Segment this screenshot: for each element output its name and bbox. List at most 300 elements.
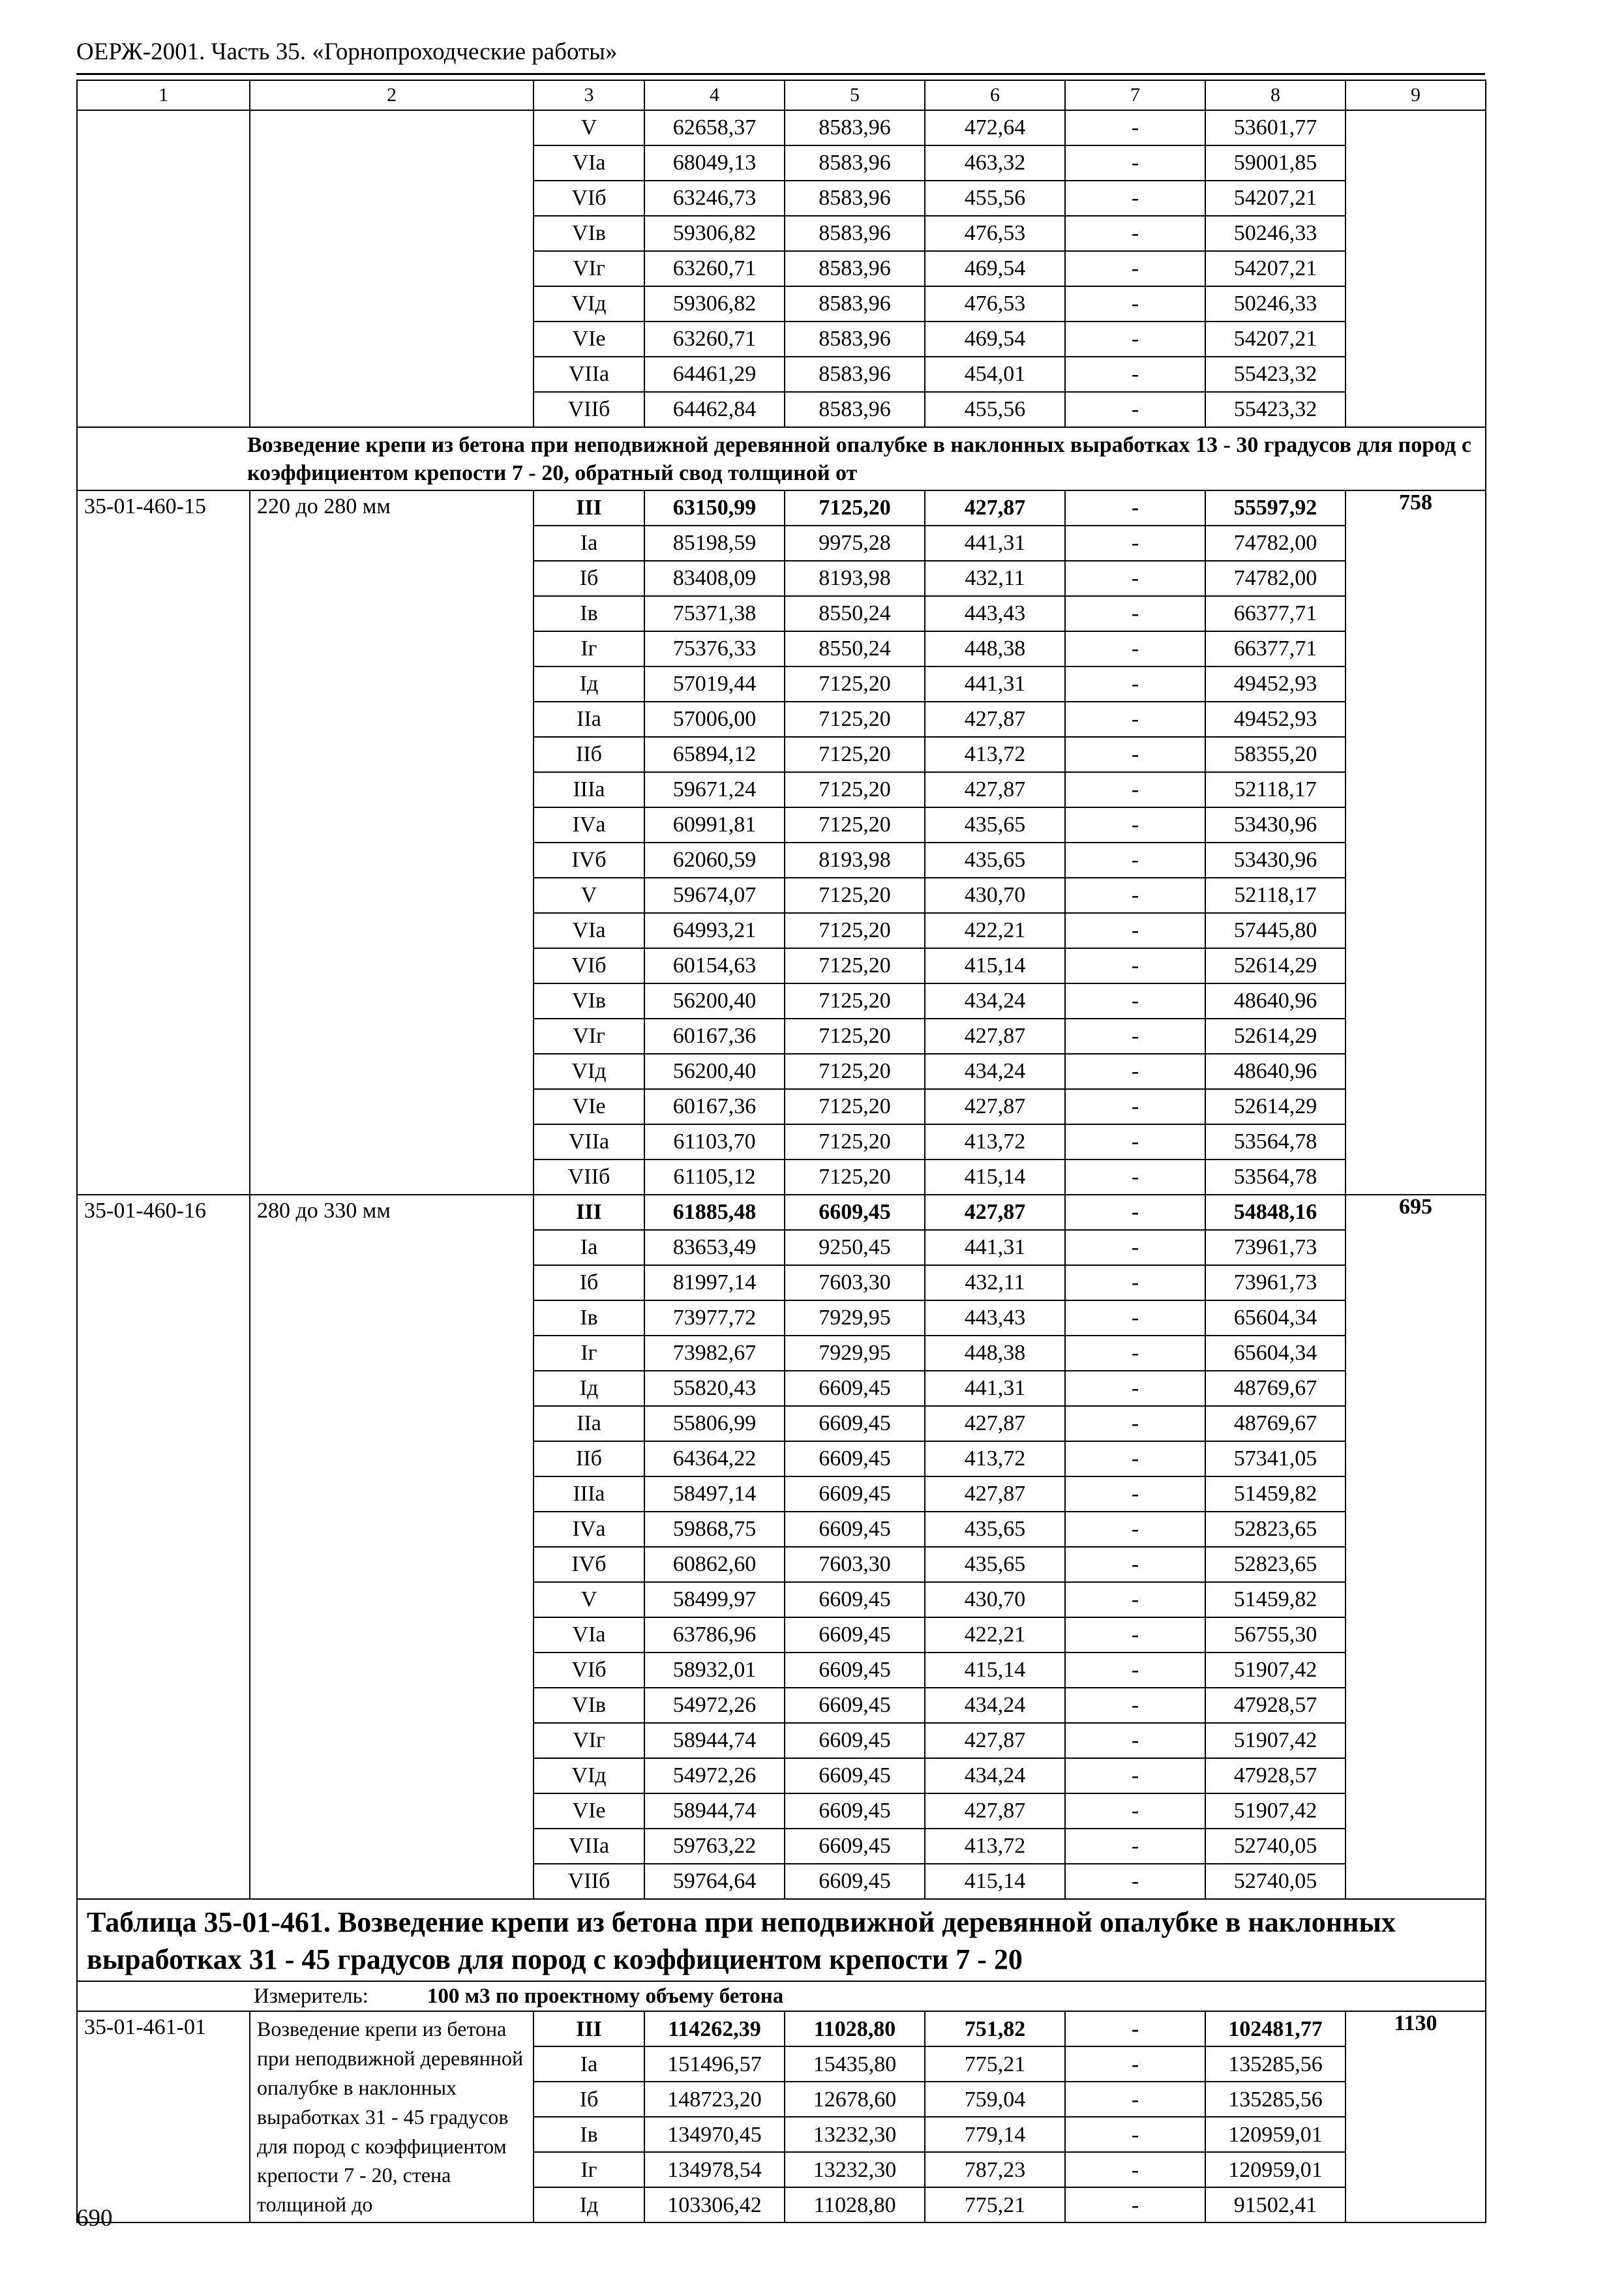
table-cell: 59764,64 [644, 1864, 785, 1899]
table-cell: - [1065, 631, 1205, 666]
table-cell: VIб [534, 181, 644, 216]
table-cell: 434,24 [925, 1688, 1065, 1723]
table-cell: 787,23 [925, 2152, 1065, 2187]
table-cell: IIIа [534, 1476, 644, 1512]
table-cell: 476,53 [925, 216, 1065, 251]
table-cell: VIа [534, 1617, 644, 1653]
table-cell: 7125,20 [785, 807, 925, 843]
table-cell: 54972,26 [644, 1688, 785, 1723]
table-cell: 434,24 [925, 1054, 1065, 1089]
table-cell: 8583,96 [785, 145, 925, 181]
table-cell: - [1065, 2046, 1205, 2082]
table-cell: 413,72 [925, 1441, 1065, 1476]
table-cell: 455,56 [925, 392, 1065, 427]
table-cell: 52614,29 [1205, 1089, 1346, 1124]
table-cell: 434,24 [925, 1758, 1065, 1793]
table-cell: 6609,45 [785, 1441, 925, 1476]
table-cell: - [1065, 216, 1205, 251]
table-cell: 7125,20 [785, 1124, 925, 1159]
table-cell: 6609,45 [785, 1758, 925, 1793]
table-cell: 7125,20 [785, 1054, 925, 1089]
table-cell: 54207,21 [1205, 251, 1346, 286]
column-number: 8 [1205, 80, 1346, 110]
table-cell: - [1065, 702, 1205, 737]
table-cell: 50246,33 [1205, 216, 1346, 251]
table-cell: Iа [534, 1230, 644, 1265]
table-cell: 54207,21 [1205, 181, 1346, 216]
table-row [77, 80, 1486, 110]
column-number: 6 [925, 80, 1065, 110]
table-cell: 422,21 [925, 913, 1065, 948]
table-cell: 50246,33 [1205, 286, 1346, 322]
table-cell: 53430,96 [1205, 843, 1346, 878]
table-cell: 58932,01 [644, 1653, 785, 1688]
item-description: 220 до 280 мм [250, 490, 534, 1195]
table-cell: 59306,82 [644, 216, 785, 251]
table-cell: 151496,57 [644, 2046, 785, 2082]
table-cell: 463,32 [925, 145, 1065, 181]
table-cell: 55806,99 [644, 1406, 785, 1441]
page-number: 690 [76, 2205, 113, 2232]
table-cell: 58944,74 [644, 1793, 785, 1829]
table-cell: 52740,05 [1205, 1864, 1346, 1899]
table-row [77, 1981, 1486, 2011]
table-cell: - [1065, 1476, 1205, 1512]
table-cell: III [534, 2011, 644, 2046]
table-cell: 55423,32 [1205, 357, 1346, 392]
table-cell: 66377,71 [1205, 631, 1346, 666]
measure-row [77, 1981, 1486, 2011]
table-cell: - [1065, 357, 1205, 392]
table-cell: 74782,00 [1205, 526, 1346, 561]
table-cell: 59763,22 [644, 1829, 785, 1864]
column-number: 5 [785, 80, 925, 110]
table-cell: 435,65 [925, 807, 1065, 843]
table-cell: VIб [534, 948, 644, 983]
table-cell: - [1065, 1864, 1205, 1899]
item-description: 280 до 330 мм [250, 1195, 534, 1899]
table-cell: 57341,05 [1205, 1441, 1346, 1476]
table-cell: 134978,54 [644, 2152, 785, 2187]
table-cell: 66377,71 [1205, 596, 1346, 631]
table-cell: Iа [534, 526, 644, 561]
table-cell: VIд [534, 1054, 644, 1089]
table-cell: IIб [534, 737, 644, 772]
table-cell: 430,70 [925, 878, 1065, 913]
table-cell: 435,65 [925, 843, 1065, 878]
table-cell: IIIа [534, 772, 644, 807]
table-cell: 7125,20 [785, 1089, 925, 1124]
table-cell: VIе [534, 1089, 644, 1124]
table-cell: 7125,20 [785, 702, 925, 737]
table-cell: 413,72 [925, 1829, 1065, 1864]
table-cell: - [1065, 392, 1205, 427]
table-cell: IIа [534, 1406, 644, 1441]
table-cell: 8550,24 [785, 631, 925, 666]
table-cell: 9975,28 [785, 526, 925, 561]
table-cell: 47928,57 [1205, 1758, 1346, 1793]
table-cell: - [1065, 2117, 1205, 2152]
table-cell: Iв [534, 596, 644, 631]
norm-value: 1130 [1346, 2011, 1486, 2222]
table-cell: IVа [534, 807, 644, 843]
table-cell: 422,21 [925, 1617, 1065, 1653]
table-cell: 759,04 [925, 2082, 1065, 2117]
table-cell: 9250,45 [785, 1230, 925, 1265]
table-cell: 448,38 [925, 1336, 1065, 1371]
table-cell: 91502,41 [1205, 2187, 1346, 2222]
table-cell: 51907,42 [1205, 1653, 1346, 1688]
table-cell: 54848,16 [1205, 1195, 1346, 1230]
table-cell: - [1065, 913, 1205, 948]
table-cell: - [1065, 1617, 1205, 1653]
table-cell: - [1065, 251, 1205, 286]
table-cell: III [534, 1195, 644, 1230]
table-cell: 63786,96 [644, 1617, 785, 1653]
table-cell: 751,82 [925, 2011, 1065, 2046]
table-cell: III [534, 490, 644, 526]
table-cell: 427,87 [925, 1476, 1065, 1512]
table-cell: 7125,20 [785, 1159, 925, 1195]
table-cell: 413,72 [925, 737, 1065, 772]
table-cell: 12678,60 [785, 2082, 925, 2117]
table-cell: 8193,98 [785, 561, 925, 596]
table-cell: 49452,93 [1205, 666, 1346, 702]
table-cell: 56200,40 [644, 1054, 785, 1089]
table-cell: 415,14 [925, 1159, 1065, 1195]
table-cell: 54972,26 [644, 1758, 785, 1793]
table-cell: 11028,80 [785, 2187, 925, 2222]
table-cell: 415,14 [925, 1864, 1065, 1899]
table-cell: 58944,74 [644, 1723, 785, 1758]
table-cell: Iб [534, 2082, 644, 2117]
item-code: 35-01-461-01 [77, 2011, 250, 2222]
table-cell: 8583,96 [785, 392, 925, 427]
table-cell: 51907,42 [1205, 1723, 1346, 1758]
table-cell: VIв [534, 216, 644, 251]
table-cell: IIа [534, 702, 644, 737]
table-cell: 51907,42 [1205, 1793, 1346, 1829]
table-cell: 75376,33 [644, 631, 785, 666]
column-number: 9 [1346, 80, 1486, 110]
table-cell: 8583,96 [785, 216, 925, 251]
table-cell: 57445,80 [1205, 913, 1346, 948]
table-cell: 427,87 [925, 1793, 1065, 1829]
table-cell: - [1065, 1089, 1205, 1124]
table-cell: - [1065, 1195, 1205, 1230]
table-cell: 73961,73 [1205, 1230, 1346, 1265]
table-cell: 63246,73 [644, 181, 785, 216]
table-cell: 448,38 [925, 631, 1065, 666]
table-cell: - [1065, 1688, 1205, 1723]
table-cell: 135285,56 [1205, 2082, 1346, 2117]
table-cell: 55423,32 [1205, 392, 1346, 427]
table-cell: Iб [534, 561, 644, 596]
table-cell: 6609,45 [785, 1723, 925, 1758]
table-cell: 68049,13 [644, 145, 785, 181]
table-cell: - [1065, 737, 1205, 772]
table-cell: - [1065, 1723, 1205, 1758]
column-number: 4 [644, 80, 785, 110]
table-cell: - [1065, 1547, 1205, 1582]
table-cell: VIа [534, 913, 644, 948]
table-cell: 73977,72 [644, 1300, 785, 1336]
table-cell: VIд [534, 286, 644, 322]
table-cell: 54207,21 [1205, 322, 1346, 357]
table-cell: 51459,82 [1205, 1476, 1346, 1512]
table-cell: 7125,20 [785, 948, 925, 983]
table-cell: 7603,30 [785, 1547, 925, 1582]
table-cell: V [534, 878, 644, 913]
table-cell: - [1065, 1406, 1205, 1441]
table-cell: 58355,20 [1205, 737, 1346, 772]
table-cell: 775,21 [925, 2046, 1065, 2082]
table-cell: Iа [534, 2046, 644, 2082]
table-cell: Iд [534, 666, 644, 702]
table-cell: - [1065, 110, 1205, 145]
table-cell: VIг [534, 251, 644, 286]
price-table [76, 80, 1486, 2223]
table-cell: 7125,20 [785, 737, 925, 772]
table-cell: VIг [534, 1019, 644, 1054]
column-number: 1 [77, 80, 250, 110]
table-cell: 6609,45 [785, 1688, 925, 1723]
table-cell: - [1065, 1829, 1205, 1864]
table-cell: - [1065, 1230, 1205, 1265]
measure-label: Измеритель: [254, 1984, 368, 2009]
table-cell: 427,87 [925, 490, 1065, 526]
table-cell: 7125,20 [785, 666, 925, 702]
table-cell: VIIб [534, 1159, 644, 1195]
table-cell: 427,87 [925, 1089, 1065, 1124]
table-cell: - [1065, 1653, 1205, 1688]
table-cell: 148723,20 [644, 2082, 785, 2117]
table-cell: IVб [534, 1547, 644, 1582]
table-cell: Iв [534, 2117, 644, 2152]
table-cell: Iг [534, 2152, 644, 2187]
table-cell: 775,21 [925, 2187, 1065, 2222]
table-cell: - [1065, 561, 1205, 596]
table-cell: 57006,00 [644, 702, 785, 737]
table-cell: 52823,65 [1205, 1547, 1346, 1582]
table-cell: - [1065, 1512, 1205, 1547]
table-cell: - [1065, 2011, 1205, 2046]
table-cell: 6609,45 [785, 1653, 925, 1688]
table-row [77, 2011, 1486, 2046]
measure-value: 100 м3 по проектному объему бетона [427, 1984, 784, 2009]
table-cell: 413,72 [925, 1124, 1065, 1159]
table-cell: 427,87 [925, 1195, 1065, 1230]
table-cell: VIIб [534, 392, 644, 427]
table-cell: 8193,98 [785, 843, 925, 878]
table-cell: VIе [534, 1793, 644, 1829]
table-cell: 432,11 [925, 561, 1065, 596]
table-cell: 52740,05 [1205, 1829, 1346, 1864]
item-code: 35-01-460-15 [77, 490, 250, 1195]
table-cell: 103306,42 [644, 2187, 785, 2222]
table-cell: 8583,96 [785, 286, 925, 322]
table-cell: - [1065, 772, 1205, 807]
table-cell: 7125,20 [785, 772, 925, 807]
table-cell: 56200,40 [644, 983, 785, 1019]
table-cell: - [1065, 2152, 1205, 2187]
table-cell: 64462,84 [644, 392, 785, 427]
table-cell: 59001,85 [1205, 145, 1346, 181]
table-cell: 52614,29 [1205, 948, 1346, 983]
table-cell: Iг [534, 1336, 644, 1371]
table-cell: VIе [534, 322, 644, 357]
table-cell: 6609,45 [785, 1793, 925, 1829]
table-cell: 58499,97 [644, 1582, 785, 1617]
table-cell: 59674,07 [644, 878, 785, 913]
table-cell: 59306,82 [644, 286, 785, 322]
table-cell: - [1065, 596, 1205, 631]
table-cell: 83653,49 [644, 1230, 785, 1265]
table-cell: 48769,67 [1205, 1406, 1346, 1441]
table-cell: 47928,57 [1205, 1688, 1346, 1723]
table-cell: - [1065, 322, 1205, 357]
table-cell: 6609,45 [785, 1829, 925, 1864]
table-cell: 427,87 [925, 772, 1065, 807]
table-cell: 6609,45 [785, 1371, 925, 1406]
table-cell: VIг [534, 1723, 644, 1758]
table-cell: 427,87 [925, 1406, 1065, 1441]
table-cell: 779,14 [925, 2117, 1065, 2152]
table-cell: 427,87 [925, 1019, 1065, 1054]
table-cell: 6609,45 [785, 1512, 925, 1547]
table-cell: - [1065, 490, 1205, 526]
table-cell: 120959,01 [1205, 2152, 1346, 2187]
table-cell: 441,31 [925, 1371, 1065, 1406]
table-cell: 48769,67 [1205, 1371, 1346, 1406]
table-body [77, 80, 1486, 2222]
table-cell: 6609,45 [785, 1617, 925, 1653]
table-cell: 476,53 [925, 286, 1065, 322]
table-cell: - [1065, 1054, 1205, 1089]
table-cell: 8583,96 [785, 110, 925, 145]
table-cell: 59868,75 [644, 1512, 785, 1547]
table-cell: - [1065, 948, 1205, 983]
table-cell: 427,87 [925, 1723, 1065, 1758]
table-cell: 441,31 [925, 1230, 1065, 1265]
table-cell: 59671,24 [644, 772, 785, 807]
column-number: 2 [250, 80, 534, 110]
table-cell: 65894,12 [644, 737, 785, 772]
table-cell: 434,24 [925, 983, 1065, 1019]
table-cell: 134970,45 [644, 2117, 785, 2152]
table-cell: 52823,65 [1205, 1512, 1346, 1547]
table-cell: 48640,96 [1205, 1054, 1346, 1089]
table-cell: 8583,96 [785, 251, 925, 286]
table-cell: 6609,45 [785, 1195, 925, 1230]
table-cell: 7125,20 [785, 1019, 925, 1054]
table-cell: IVа [534, 1512, 644, 1547]
table-cell: Iв [534, 1300, 644, 1336]
norm-value: 695 [1346, 1195, 1486, 1899]
table-cell: 6609,45 [785, 1406, 925, 1441]
table-title: Таблица 35-01-461. Возведение крепи из бетона при неподвижной деревянной опалубке в наклонных выработках 31 - 45 градусов для пород с коэффициентом крепости 7 - 20 [77, 1899, 1486, 1981]
table-cell: 441,31 [925, 666, 1065, 702]
table-cell: - [1065, 526, 1205, 561]
table-cell: 427,87 [925, 702, 1065, 737]
table-cell: VIб [534, 1653, 644, 1688]
table-cell: - [1065, 1582, 1205, 1617]
table-cell: IVб [534, 843, 644, 878]
table-row [77, 1195, 1486, 1230]
table-cell: 102481,77 [1205, 2011, 1346, 2046]
table-cell: 441,31 [925, 526, 1065, 561]
table-cell: VIа [534, 145, 644, 181]
table-cell: 135285,56 [1205, 2046, 1346, 2082]
table-cell: 49452,93 [1205, 702, 1346, 737]
table-cell: - [1065, 1124, 1205, 1159]
table-cell: 63150,99 [644, 490, 785, 526]
table-cell: 73982,67 [644, 1336, 785, 1371]
table-cell: Iд [534, 1371, 644, 1406]
table-cell: 7929,95 [785, 1336, 925, 1371]
table-cell: VIIб [534, 1864, 644, 1899]
table-cell: 53601,77 [1205, 110, 1346, 145]
table-cell: 454,01 [925, 357, 1065, 392]
table-cell: 15435,80 [785, 2046, 925, 2082]
table-cell: - [1065, 181, 1205, 216]
table-cell: 64993,21 [644, 913, 785, 948]
table-row [77, 110, 1486, 145]
table-cell: 472,64 [925, 110, 1065, 145]
table-cell: 120959,01 [1205, 2117, 1346, 2152]
table-cell: 430,70 [925, 1582, 1065, 1617]
table-cell: - [1065, 1019, 1205, 1054]
table-cell: 11028,80 [785, 2011, 925, 2046]
table-cell: 58497,14 [644, 1476, 785, 1512]
table-cell: - [1065, 2187, 1205, 2222]
table-cell: 114262,39 [644, 2011, 785, 2046]
table-cell: 13232,30 [785, 2117, 925, 2152]
table-cell: 63260,71 [644, 322, 785, 357]
table-cell: 63260,71 [644, 251, 785, 286]
table-cell: VIд [534, 1758, 644, 1793]
table-cell: 53430,96 [1205, 807, 1346, 843]
table-cell: Iб [534, 1265, 644, 1300]
table-cell: 55597,92 [1205, 490, 1346, 526]
table-cell: 443,43 [925, 596, 1065, 631]
table-cell: Iд [534, 2187, 644, 2222]
table-cell: 57019,44 [644, 666, 785, 702]
table-cell: - [1065, 1300, 1205, 1336]
table-cell: 52118,17 [1205, 878, 1346, 913]
column-number: 7 [1065, 80, 1205, 110]
table-cell: 7125,20 [785, 490, 925, 526]
desc-cell [250, 110, 534, 427]
table-cell: 53564,78 [1205, 1124, 1346, 1159]
table-cell: - [1065, 843, 1205, 878]
table-cell: 6609,45 [785, 1582, 925, 1617]
table-cell: 60991,81 [644, 807, 785, 843]
table-cell: 7125,20 [785, 878, 925, 913]
table-cell: 64461,29 [644, 357, 785, 392]
table-cell: 60167,36 [644, 1019, 785, 1054]
table-cell: VIIа [534, 1124, 644, 1159]
table-cell: 52614,29 [1205, 1019, 1346, 1054]
table-cell: 51459,82 [1205, 1582, 1346, 1617]
table-cell: - [1065, 878, 1205, 913]
table-cell: 435,65 [925, 1547, 1065, 1582]
table-cell: - [1065, 666, 1205, 702]
table-row [77, 427, 1486, 490]
table-cell: - [1065, 1793, 1205, 1829]
page-header: ОЕРЖ-2001. Часть 35. «Горнопроходческие работы» [76, 38, 618, 65]
code-cell [77, 110, 250, 427]
